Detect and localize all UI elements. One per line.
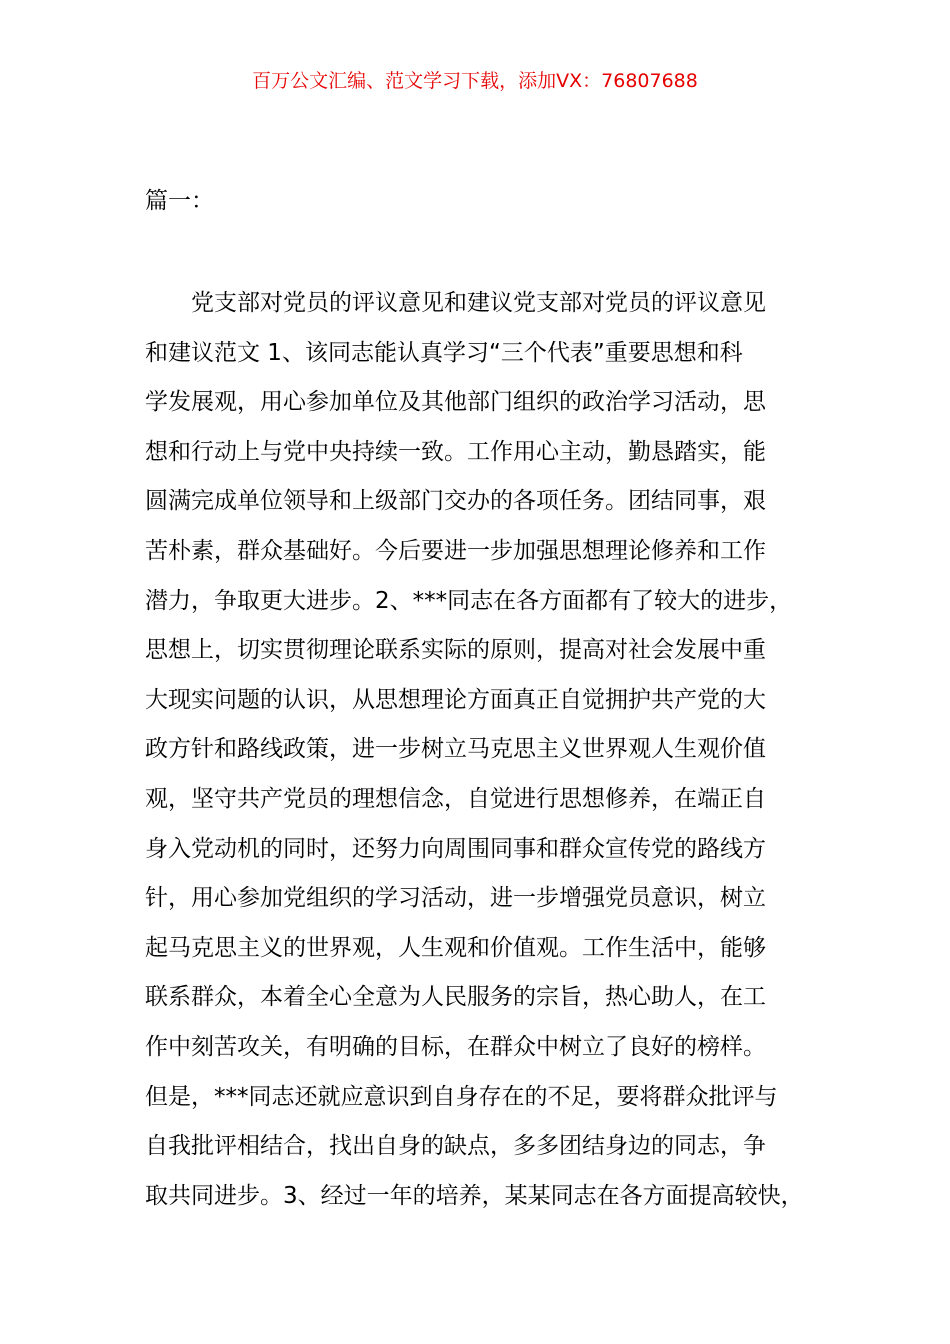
header-banner: 百万公文汇编、范文学习下载，添加VX：76807688 [252, 70, 698, 92]
paragraph-line: 想和行动上与党中央持续一致。工作用心主动，勤恳踏实，能 [145, 438, 766, 465]
paragraph-line: 作中刻苦攻关，有明确的目标，在群众中树立了良好的榜样。 [145, 1033, 766, 1060]
body-paragraph [145, 279, 845, 1221]
paragraph-line: 大现实问题的认识，从思想理论方面真正自觉拥护共产党的大 [145, 686, 766, 713]
paragraph-line: 取共同进步。3、经过一年的培养，某某同志在各方面提高较快， [145, 1182, 804, 1209]
paragraph-line: 思想上，切实贯彻理论联系实际的原则，提高对社会发展中重 [145, 637, 766, 664]
paragraph-line: 党支部对党员的评议意见和建议党支部对党员的评议意见 [191, 290, 766, 316]
paragraph-line: 圆满完成单位领导和上级部门交办的各项任务。团结同事，艰 [145, 488, 766, 515]
paragraph-line: 联系群众，本着全心全意为人民服务的宗旨，热心助人，在工 [145, 984, 766, 1011]
paragraph-line: 苦朴素，群众基础好。今后要进一步加强思想理论修养和工作 [145, 537, 766, 564]
paragraph-line: 自我批评相结合，找出自身的缺点，多多团结身边的同志，争 [145, 1133, 766, 1160]
paragraph-line: 潜力，争取更大进步。2、***同志在各方面都有了较大的进步， [145, 587, 793, 614]
paragraph-line: 身入党动机的同时，还努力向周围同事和群众宣传党的路线方 [145, 835, 766, 862]
paragraph-line: 政方针和路线政策，进一步树立马克思主义世界观人生观价值 [145, 736, 766, 763]
section-heading: 篇一： [145, 188, 214, 214]
paragraph-line: 但是，***同志还就应意识到自身存在的不足，要将群众批评与 [145, 1083, 778, 1110]
paragraph-line: 和建议范文 1、该同志能认真学习“三个代表”重要思想和科 [145, 339, 743, 366]
paragraph-line: 针，用心参加党组织的学习活动，进一步增强党员意识，树立 [145, 885, 766, 912]
paragraph-line: 学发展观，用心参加单位及其他部门组织的政治学习活动，思 [145, 389, 766, 416]
paragraph-line: 起马克思主义的世界观，人生观和价值观。工作生活中，能够 [145, 934, 766, 961]
paragraph-line: 观，坚守共产党员的理想信念，自觉进行思想修养，在端正自 [145, 785, 766, 812]
